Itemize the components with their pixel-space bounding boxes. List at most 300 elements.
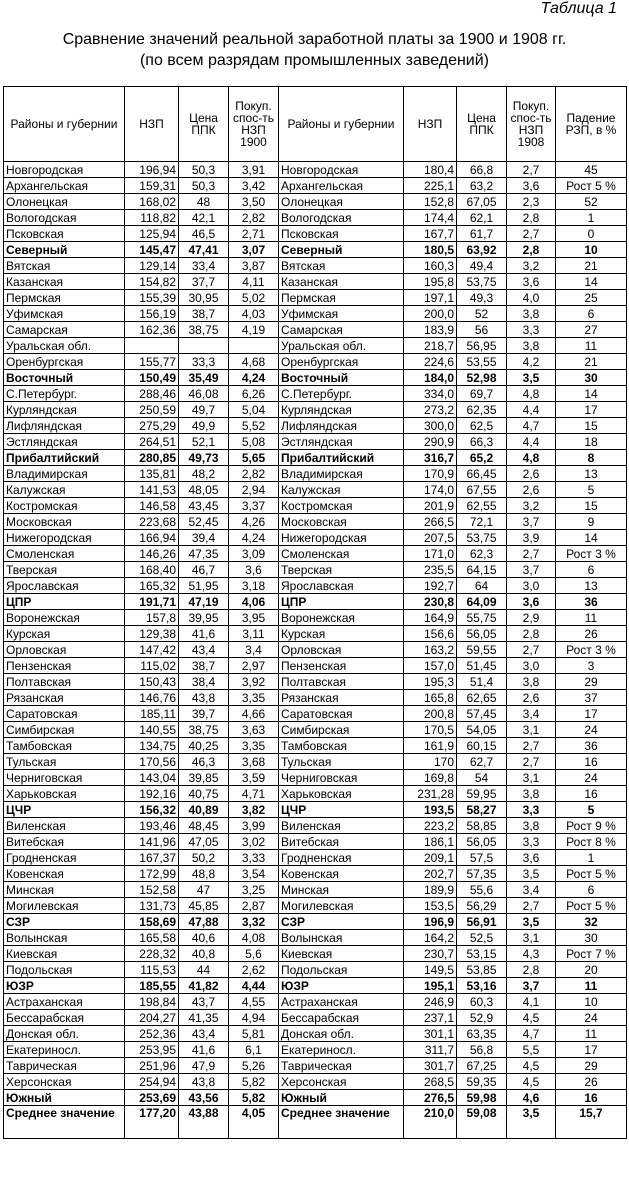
region-name-1908-cell: Прибалтийский bbox=[279, 450, 404, 466]
nzp-1908-cell: 276,5 bbox=[404, 1090, 457, 1106]
wage-drop-cell: 26 bbox=[556, 626, 627, 642]
price-1900-cell: 44 bbox=[179, 962, 229, 978]
price-1900-cell: 33,4 bbox=[179, 258, 229, 274]
price-1900-cell: 45,85 bbox=[179, 898, 229, 914]
region-name-1908-cell: Пермская bbox=[279, 290, 404, 306]
nzp-1900-cell: 150,49 bbox=[125, 370, 179, 386]
purchasing-power-1908-cell: 3,0 bbox=[507, 658, 556, 674]
purchasing-power-1908-cell: 3,6 bbox=[507, 274, 556, 290]
nzp-1900-cell: 155,77 bbox=[125, 354, 179, 370]
price-1908-cell: 60,3 bbox=[457, 994, 507, 1010]
region-name-1908-cell: Екатериносл. bbox=[279, 1042, 404, 1058]
purchasing-power-1908-cell: 2,6 bbox=[507, 690, 556, 706]
purchasing-power-1908-cell: 3,1 bbox=[507, 930, 556, 946]
purchasing-power-1900-cell: 6,26 bbox=[229, 386, 279, 402]
nzp-1900-cell: 147,42 bbox=[125, 642, 179, 658]
price-1908-cell: 69,7 bbox=[457, 386, 507, 402]
price-1908-cell: 60,15 bbox=[457, 738, 507, 754]
purchasing-power-1900-cell: 4,68 bbox=[229, 354, 279, 370]
purchasing-power-1908-cell: 3,8 bbox=[507, 786, 556, 802]
table-row bbox=[4, 178, 627, 194]
price-1900-cell: 47,88 bbox=[179, 914, 229, 930]
purchasing-power-1900-cell: 4,44 bbox=[229, 978, 279, 994]
header-nzp-1908: НЗП bbox=[404, 87, 457, 162]
region-name-1908-cell: Гродненская bbox=[279, 850, 404, 866]
price-1908-cell: 49,4 bbox=[457, 258, 507, 274]
table-row bbox=[4, 738, 627, 754]
region-name-1908-cell: Тверская bbox=[279, 562, 404, 578]
region-name-1908-cell: Смоленская bbox=[279, 546, 404, 562]
price-1908-cell: 63,2 bbox=[457, 178, 507, 194]
purchasing-power-1908-cell: 2,7 bbox=[507, 642, 556, 658]
purchasing-power-1908-cell: 3,1 bbox=[507, 722, 556, 738]
nzp-1900-cell: 134,75 bbox=[125, 738, 179, 754]
purchasing-power-1908-cell: 2,3 bbox=[507, 194, 556, 210]
purchasing-power-1900-cell: 4,26 bbox=[229, 514, 279, 530]
region-name-1900-cell: Бессарабская bbox=[4, 1010, 125, 1026]
price-1908-cell: 63,35 bbox=[457, 1026, 507, 1042]
purchasing-power-1908-cell: 3,8 bbox=[507, 338, 556, 354]
region-name-1908-cell: Минская bbox=[279, 882, 404, 898]
price-1908-cell: 58,27 bbox=[457, 802, 507, 818]
table-row bbox=[4, 482, 627, 498]
average-wage-drop-cell: 15,7 bbox=[556, 1106, 627, 1139]
purchasing-power-1900-cell: 2,82 bbox=[229, 210, 279, 226]
price-1908-cell: 56,29 bbox=[457, 898, 507, 914]
purchasing-power-1900-cell: 2,71 bbox=[229, 226, 279, 242]
table-row bbox=[4, 322, 627, 338]
header-price-1908: Цена ППК bbox=[457, 87, 507, 162]
nzp-1900-cell: 250,59 bbox=[125, 402, 179, 418]
region-name-1908-cell: Подольская bbox=[279, 962, 404, 978]
region-total-row bbox=[4, 1090, 627, 1106]
table-row bbox=[4, 1026, 627, 1042]
region-name-1900-cell: Северный bbox=[4, 242, 125, 258]
table-row bbox=[4, 290, 627, 306]
region-name-1908-cell: Вятская bbox=[279, 258, 404, 274]
nzp-1908-cell: 165,8 bbox=[404, 690, 457, 706]
wage-drop-cell: 1 bbox=[556, 210, 627, 226]
wage-drop-cell: 16 bbox=[556, 754, 627, 770]
table-row bbox=[4, 562, 627, 578]
wage-drop-cell: 5 bbox=[556, 802, 627, 818]
region-name-1908-cell: Орловская bbox=[279, 642, 404, 658]
nzp-1908-cell: 301,1 bbox=[404, 1026, 457, 1042]
nzp-1908-cell: 196,9 bbox=[404, 914, 457, 930]
nzp-1900-cell: 172,99 bbox=[125, 866, 179, 882]
wage-drop-cell: 36 bbox=[556, 594, 627, 610]
nzp-1908-cell: 195,8 bbox=[404, 274, 457, 290]
nzp-1900-cell: 168,02 bbox=[125, 194, 179, 210]
region-name-1900-cell: Олонецкая bbox=[4, 194, 125, 210]
region-total-row bbox=[4, 978, 627, 994]
nzp-1908-cell: 290,9 bbox=[404, 434, 457, 450]
purchasing-power-1908-cell: 2,9 bbox=[507, 610, 556, 626]
nzp-1900-cell: 152,58 bbox=[125, 882, 179, 898]
table-row bbox=[4, 258, 627, 274]
wage-drop-cell: Рост 3 % bbox=[556, 546, 627, 562]
nzp-1900-cell: 204,27 bbox=[125, 1010, 179, 1026]
nzp-1900-cell: 275,29 bbox=[125, 418, 179, 434]
purchasing-power-1908-cell: 3,6 bbox=[507, 594, 556, 610]
nzp-1900-cell: 191,71 bbox=[125, 594, 179, 610]
nzp-1908-cell: 180,4 bbox=[404, 162, 457, 178]
price-1900-cell: 47,35 bbox=[179, 546, 229, 562]
purchasing-power-1908-cell: 5,5 bbox=[507, 1042, 556, 1058]
purchasing-power-1908-cell: 2,7 bbox=[507, 546, 556, 562]
wage-drop-cell: 13 bbox=[556, 466, 627, 482]
price-1900-cell: 43,4 bbox=[179, 1026, 229, 1042]
price-1900-cell: 40,8 bbox=[179, 946, 229, 962]
price-1900-cell: 50,2 bbox=[179, 850, 229, 866]
nzp-1908-cell: 200,0 bbox=[404, 306, 457, 322]
price-1908-cell: 67,55 bbox=[457, 482, 507, 498]
region-name-1900-cell: Саратовская bbox=[4, 706, 125, 722]
region-name-1900-cell: Рязанская bbox=[4, 690, 125, 706]
purchasing-power-1900-cell: 3,6 bbox=[229, 562, 279, 578]
price-1908-cell: 67,25 bbox=[457, 1058, 507, 1074]
purchasing-power-1908-cell: 3,7 bbox=[507, 978, 556, 994]
wage-drop-cell: 29 bbox=[556, 1058, 627, 1074]
region-name-1908-cell: Архангельская bbox=[279, 178, 404, 194]
nzp-1908-cell: 246,9 bbox=[404, 994, 457, 1010]
region-name-1900-cell: Минская bbox=[4, 882, 125, 898]
nzp-1908-cell: 164,2 bbox=[404, 930, 457, 946]
purchasing-power-1908-cell: 4,1 bbox=[507, 994, 556, 1010]
purchasing-power-1900-cell: 3,02 bbox=[229, 834, 279, 850]
region-name-1908-cell: Астраханская bbox=[279, 994, 404, 1010]
purchasing-power-1900-cell: 4,55 bbox=[229, 994, 279, 1010]
region-name-1900-cell: Лифляндская bbox=[4, 418, 125, 434]
purchasing-power-1900-cell: 3,54 bbox=[229, 866, 279, 882]
price-1908-cell: 55,6 bbox=[457, 882, 507, 898]
nzp-1908-cell: 230,8 bbox=[404, 594, 457, 610]
region-name-1900-cell: Пермская bbox=[4, 290, 125, 306]
region-name-1900-cell: Харьковская bbox=[4, 786, 125, 802]
nzp-1900-cell: 140,55 bbox=[125, 722, 179, 738]
average-region-name-1900-cell: Среднее значение bbox=[4, 1106, 125, 1139]
region-name-1908-cell: Ярославская bbox=[279, 578, 404, 594]
nzp-1900-cell: 115,02 bbox=[125, 658, 179, 674]
table-row bbox=[4, 754, 627, 770]
nzp-1908-cell: 316,7 bbox=[404, 450, 457, 466]
purchasing-power-1908-cell: 2,8 bbox=[507, 242, 556, 258]
wage-drop-cell: Рост 9 % bbox=[556, 818, 627, 834]
price-1908-cell: 62,1 bbox=[457, 210, 507, 226]
wage-drop-cell: 17 bbox=[556, 1042, 627, 1058]
region-name-1900-cell: Эстляндская bbox=[4, 434, 125, 450]
region-total-row bbox=[4, 370, 627, 386]
price-1900-cell: 49,73 bbox=[179, 450, 229, 466]
region-name-1908-cell: ЮЗР bbox=[279, 978, 404, 994]
wage-drop-cell: 14 bbox=[556, 274, 627, 290]
table-row bbox=[4, 578, 627, 594]
table-row bbox=[4, 674, 627, 690]
wage-drop-cell: 25 bbox=[556, 290, 627, 306]
region-name-1908-cell: Тамбовская bbox=[279, 738, 404, 754]
average-price-1908-cell: 59,08 bbox=[457, 1106, 507, 1139]
region-name-1908-cell: Олонецкая bbox=[279, 194, 404, 210]
region-name-1908-cell: С.Петербург. bbox=[279, 386, 404, 402]
wage-drop-cell: 20 bbox=[556, 962, 627, 978]
region-name-1900-cell: Восточный bbox=[4, 370, 125, 386]
wage-drop-cell: 45 bbox=[556, 162, 627, 178]
price-1908-cell: 53,55 bbox=[457, 354, 507, 370]
price-1908-cell: 52 bbox=[457, 306, 507, 322]
purchasing-power-1900-cell: 4,03 bbox=[229, 306, 279, 322]
price-1900-cell: 46,7 bbox=[179, 562, 229, 578]
price-1900-cell: 41,6 bbox=[179, 626, 229, 642]
purchasing-power-1908-cell: 2,6 bbox=[507, 482, 556, 498]
table-row bbox=[4, 818, 627, 834]
header-wage-drop: Падение РЗП, в % bbox=[556, 87, 627, 162]
purchasing-power-1900-cell: 2,87 bbox=[229, 898, 279, 914]
region-name-1900-cell: Виленская bbox=[4, 818, 125, 834]
header-price-1900: Цена ППК bbox=[179, 87, 229, 162]
price-1908-cell: 53,75 bbox=[457, 530, 507, 546]
price-1900-cell: 47,05 bbox=[179, 834, 229, 850]
table-row bbox=[4, 274, 627, 290]
purchasing-power-1900-cell: 3,33 bbox=[229, 850, 279, 866]
purchasing-power-1900-cell: 5,6 bbox=[229, 946, 279, 962]
purchasing-power-1908-cell: 4,3 bbox=[507, 946, 556, 962]
price-1908-cell: 66,45 bbox=[457, 466, 507, 482]
price-1900-cell: 41,6 bbox=[179, 1042, 229, 1058]
table-row bbox=[4, 1010, 627, 1026]
region-name-1900-cell: Смоленская bbox=[4, 546, 125, 562]
purchasing-power-1900-cell: 3,91 bbox=[229, 162, 279, 178]
wage-drop-cell: 3 bbox=[556, 658, 627, 674]
nzp-1908-cell: 149,5 bbox=[404, 962, 457, 978]
region-total-row bbox=[4, 594, 627, 610]
purchasing-power-1900-cell: 4,71 bbox=[229, 786, 279, 802]
region-name-1908-cell: Оренбургская bbox=[279, 354, 404, 370]
region-name-1908-cell: Ковенская bbox=[279, 866, 404, 882]
nzp-1900-cell: 135,81 bbox=[125, 466, 179, 482]
region-name-1908-cell: Эстляндская bbox=[279, 434, 404, 450]
price-1900-cell: 52,45 bbox=[179, 514, 229, 530]
purchasing-power-1908-cell: 4,0 bbox=[507, 290, 556, 306]
average-purchasing-power-1900-cell: 4,05 bbox=[229, 1106, 279, 1139]
purchasing-power-1900-cell: 3,07 bbox=[229, 242, 279, 258]
region-name-1900-cell: Тамбовская bbox=[4, 738, 125, 754]
nzp-1900-cell: 129,14 bbox=[125, 258, 179, 274]
nzp-1900-cell bbox=[125, 338, 179, 354]
table-row bbox=[4, 338, 627, 354]
purchasing-power-1908-cell: 3,5 bbox=[507, 370, 556, 386]
region-name-1900-cell: ЦПР bbox=[4, 594, 125, 610]
price-1900-cell: 46,5 bbox=[179, 226, 229, 242]
nzp-1908-cell: 195,1 bbox=[404, 978, 457, 994]
price-1900-cell: 47,19 bbox=[179, 594, 229, 610]
price-1908-cell: 64,09 bbox=[457, 594, 507, 610]
wage-drop-cell: 8 bbox=[556, 450, 627, 466]
purchasing-power-1908-cell: 2,8 bbox=[507, 210, 556, 226]
price-1908-cell: 62,5 bbox=[457, 418, 507, 434]
region-name-1900-cell: Вятская bbox=[4, 258, 125, 274]
purchasing-power-1900-cell: 3,42 bbox=[229, 178, 279, 194]
table-row bbox=[4, 786, 627, 802]
price-1908-cell: 56 bbox=[457, 322, 507, 338]
purchasing-power-1908-cell: 3,9 bbox=[507, 530, 556, 546]
nzp-1908-cell: 231,28 bbox=[404, 786, 457, 802]
nzp-1908-cell: 192,7 bbox=[404, 578, 457, 594]
price-1900-cell: 50,3 bbox=[179, 162, 229, 178]
region-name-1908-cell: Уфимская bbox=[279, 306, 404, 322]
wage-drop-cell: 6 bbox=[556, 882, 627, 898]
table-row bbox=[4, 994, 627, 1010]
purchasing-power-1908-cell: 2,7 bbox=[507, 226, 556, 242]
region-name-1900-cell: Таврическая bbox=[4, 1058, 125, 1074]
nzp-1908-cell: 186,1 bbox=[404, 834, 457, 850]
price-1900-cell: 48,2 bbox=[179, 466, 229, 482]
purchasing-power-1908-cell: 4,2 bbox=[507, 354, 556, 370]
region-name-1900-cell: Архангельская bbox=[4, 178, 125, 194]
nzp-1900-cell: 156,32 bbox=[125, 802, 179, 818]
purchasing-power-1900-cell: 3,82 bbox=[229, 802, 279, 818]
purchasing-power-1908-cell: 3,4 bbox=[507, 882, 556, 898]
nzp-1900-cell: 141,96 bbox=[125, 834, 179, 850]
price-1908-cell: 56,8 bbox=[457, 1042, 507, 1058]
nzp-1900-cell: 158,69 bbox=[125, 914, 179, 930]
region-name-1908-cell: Новгородская bbox=[279, 162, 404, 178]
table-row bbox=[4, 1042, 627, 1058]
price-1900-cell: 39,7 bbox=[179, 706, 229, 722]
price-1908-cell: 64 bbox=[457, 578, 507, 594]
nzp-1900-cell: 125,94 bbox=[125, 226, 179, 242]
region-name-1908-cell: СЗР bbox=[279, 914, 404, 930]
price-1908-cell: 63,92 bbox=[457, 242, 507, 258]
nzp-1900-cell: 146,58 bbox=[125, 498, 179, 514]
wage-drop-cell: 6 bbox=[556, 562, 627, 578]
table-row bbox=[4, 210, 627, 226]
wage-drop-cell: 15 bbox=[556, 418, 627, 434]
wage-drop-cell: Рост 5 % bbox=[556, 866, 627, 882]
price-1908-cell: 56,05 bbox=[457, 834, 507, 850]
region-name-1900-cell: Самарская bbox=[4, 322, 125, 338]
region-name-1908-cell: ЦПР bbox=[279, 594, 404, 610]
nzp-1900-cell: 155,39 bbox=[125, 290, 179, 306]
nzp-1908-cell: 195,3 bbox=[404, 674, 457, 690]
table-row bbox=[4, 690, 627, 706]
price-1908-cell: 59,35 bbox=[457, 1074, 507, 1090]
region-name-1908-cell: Херсонская bbox=[279, 1074, 404, 1090]
nzp-1900-cell: 170,56 bbox=[125, 754, 179, 770]
price-1900-cell: 33,3 bbox=[179, 354, 229, 370]
purchasing-power-1900-cell: 5,82 bbox=[229, 1090, 279, 1106]
header-purchasing-power-1908: Покуп. спос-ть НЗП 1908 bbox=[507, 87, 556, 162]
region-name-1908-cell: Курляндская bbox=[279, 402, 404, 418]
wage-drop-cell: 17 bbox=[556, 402, 627, 418]
nzp-1900-cell: 159,31 bbox=[125, 178, 179, 194]
price-1908-cell: 65,2 bbox=[457, 450, 507, 466]
nzp-1908-cell: 193,5 bbox=[404, 802, 457, 818]
region-name-1908-cell: Пензенская bbox=[279, 658, 404, 674]
price-1900-cell: 38,7 bbox=[179, 658, 229, 674]
wage-drop-cell: 13 bbox=[556, 578, 627, 594]
nzp-1900-cell: 154,82 bbox=[125, 274, 179, 290]
nzp-1908-cell: 174,0 bbox=[404, 482, 457, 498]
purchasing-power-1908-cell: 2,7 bbox=[507, 738, 556, 754]
price-1900-cell: 50,3 bbox=[179, 178, 229, 194]
purchasing-power-1908-cell: 3,3 bbox=[507, 834, 556, 850]
purchasing-power-1900-cell: 4,66 bbox=[229, 706, 279, 722]
nzp-1908-cell: 174,4 bbox=[404, 210, 457, 226]
region-name-1900-cell: Тверская bbox=[4, 562, 125, 578]
purchasing-power-1900-cell: 5,52 bbox=[229, 418, 279, 434]
price-1908-cell: 59,55 bbox=[457, 642, 507, 658]
price-1908-cell: 59,98 bbox=[457, 1090, 507, 1106]
header-nzp-1900: НЗП bbox=[125, 87, 179, 162]
nzp-1900-cell: 251,96 bbox=[125, 1058, 179, 1074]
purchasing-power-1908-cell: 3,4 bbox=[507, 706, 556, 722]
nzp-1900-cell: 193,46 bbox=[125, 818, 179, 834]
nzp-1908-cell: 300,0 bbox=[404, 418, 457, 434]
nzp-1900-cell: 150,43 bbox=[125, 674, 179, 690]
purchasing-power-1900-cell: 3,92 bbox=[229, 674, 279, 690]
nzp-1900-cell: 156,19 bbox=[125, 306, 179, 322]
region-name-1900-cell: Ковенская bbox=[4, 866, 125, 882]
region-name-1900-cell: Ярославская bbox=[4, 578, 125, 594]
region-name-1908-cell: Бессарабская bbox=[279, 1010, 404, 1026]
nzp-1908-cell: 189,9 bbox=[404, 882, 457, 898]
price-1908-cell: 56,05 bbox=[457, 626, 507, 642]
price-1908-cell: 57,5 bbox=[457, 850, 507, 866]
price-1908-cell: 53,75 bbox=[457, 274, 507, 290]
region-name-1908-cell: Владимирская bbox=[279, 466, 404, 482]
table-row bbox=[4, 850, 627, 866]
table-row bbox=[4, 1058, 627, 1074]
nzp-1908-cell: 161,9 bbox=[404, 738, 457, 754]
price-1900-cell: 52,1 bbox=[179, 434, 229, 450]
nzp-1900-cell: 185,11 bbox=[125, 706, 179, 722]
price-1908-cell: 62,55 bbox=[457, 498, 507, 514]
nzp-1900-cell: 185,55 bbox=[125, 978, 179, 994]
wage-drop-cell: 14 bbox=[556, 530, 627, 546]
price-1900-cell: 43,8 bbox=[179, 690, 229, 706]
wage-drop-cell: 16 bbox=[556, 1090, 627, 1106]
nzp-1908-cell: 224,6 bbox=[404, 354, 457, 370]
region-name-1908-cell: Таврическая bbox=[279, 1058, 404, 1074]
table-row bbox=[4, 930, 627, 946]
region-name-1908-cell: Могилевская bbox=[279, 898, 404, 914]
purchasing-power-1900-cell: 5,81 bbox=[229, 1026, 279, 1042]
region-name-1900-cell: Прибалтийский bbox=[4, 450, 125, 466]
price-1908-cell: 59,95 bbox=[457, 786, 507, 802]
average-purchasing-power-1908-cell: 3,5 bbox=[507, 1106, 556, 1139]
purchasing-power-1900-cell: 2,62 bbox=[229, 962, 279, 978]
price-1908-cell: 66,3 bbox=[457, 434, 507, 450]
price-1900-cell: 40,89 bbox=[179, 802, 229, 818]
wage-drop-cell: 30 bbox=[556, 930, 627, 946]
price-1900-cell: 49,7 bbox=[179, 402, 229, 418]
nzp-1908-cell: 156,6 bbox=[404, 626, 457, 642]
purchasing-power-1908-cell: 2,8 bbox=[507, 626, 556, 642]
wage-drop-cell: 14 bbox=[556, 386, 627, 402]
price-1908-cell: 52,5 bbox=[457, 930, 507, 946]
purchasing-power-1908-cell: 4,7 bbox=[507, 1026, 556, 1042]
wage-drop-cell: 9 bbox=[556, 514, 627, 530]
region-name-1900-cell: СЗР bbox=[4, 914, 125, 930]
price-1908-cell: 51,4 bbox=[457, 674, 507, 690]
region-name-1900-cell: Орловская bbox=[4, 642, 125, 658]
nzp-1908-cell: 225,1 bbox=[404, 178, 457, 194]
purchasing-power-1908-cell: 2,7 bbox=[507, 898, 556, 914]
nzp-1908-cell: 167,7 bbox=[404, 226, 457, 242]
wage-drop-cell: 32 bbox=[556, 914, 627, 930]
purchasing-power-1900-cell: 3,11 bbox=[229, 626, 279, 642]
nzp-1900-cell: 165,32 bbox=[125, 578, 179, 594]
